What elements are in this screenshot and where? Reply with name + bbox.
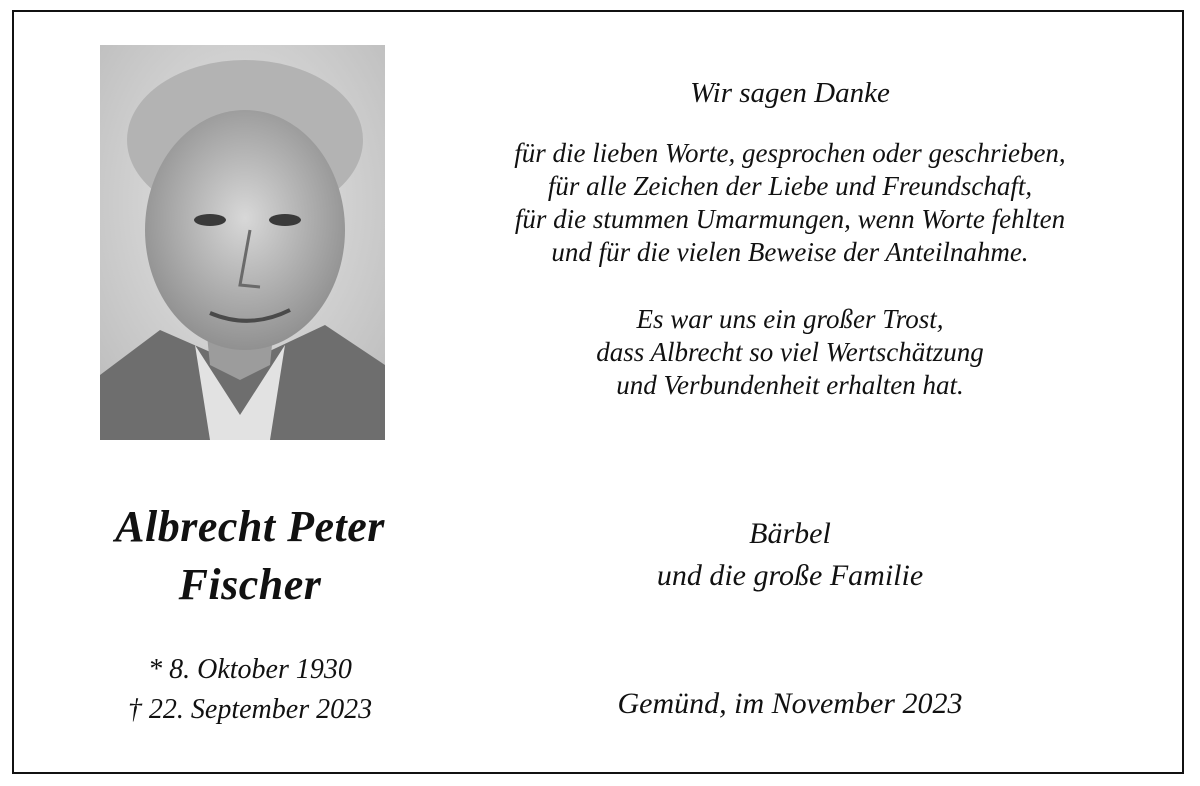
comfort-verse [400,303,1180,402]
verse-line: und für die vielen Beweise der Anteilnahme. [551,237,1029,267]
family-signature [400,513,1180,597]
verse-line: für die lieben Worte, gesprochen oder geschrieben, [514,138,1066,168]
verse-line: dass Albrecht so viel Wertschätzung [596,337,984,367]
portrait-photo [100,45,385,440]
portrait-illustration [100,45,385,440]
thanks-verse [400,137,1180,269]
thanks-heading: Wir sagen Danke [690,77,890,109]
verse-line: und Verbundenheit erhalten hat. [616,370,964,400]
verse-line: für die stummen Umarmungen, wenn Worte fehlten [514,204,1066,234]
name-line: Albrecht Peter [115,502,385,551]
death-date: † 22. September 2023 [127,694,373,725]
family-line: und die große Familie [656,559,924,592]
birth-date: * 8. Oktober 1930 [148,654,352,685]
verse-line: für alle Zeichen der Liebe und Freundschaft, [547,171,1033,201]
name-line: Fischer [178,560,322,609]
place-date: Gemünd, im November 2023 [617,687,963,720]
family-line: Bärbel [749,517,831,550]
verse-line: Es war uns ein großer Trost, [636,304,944,334]
